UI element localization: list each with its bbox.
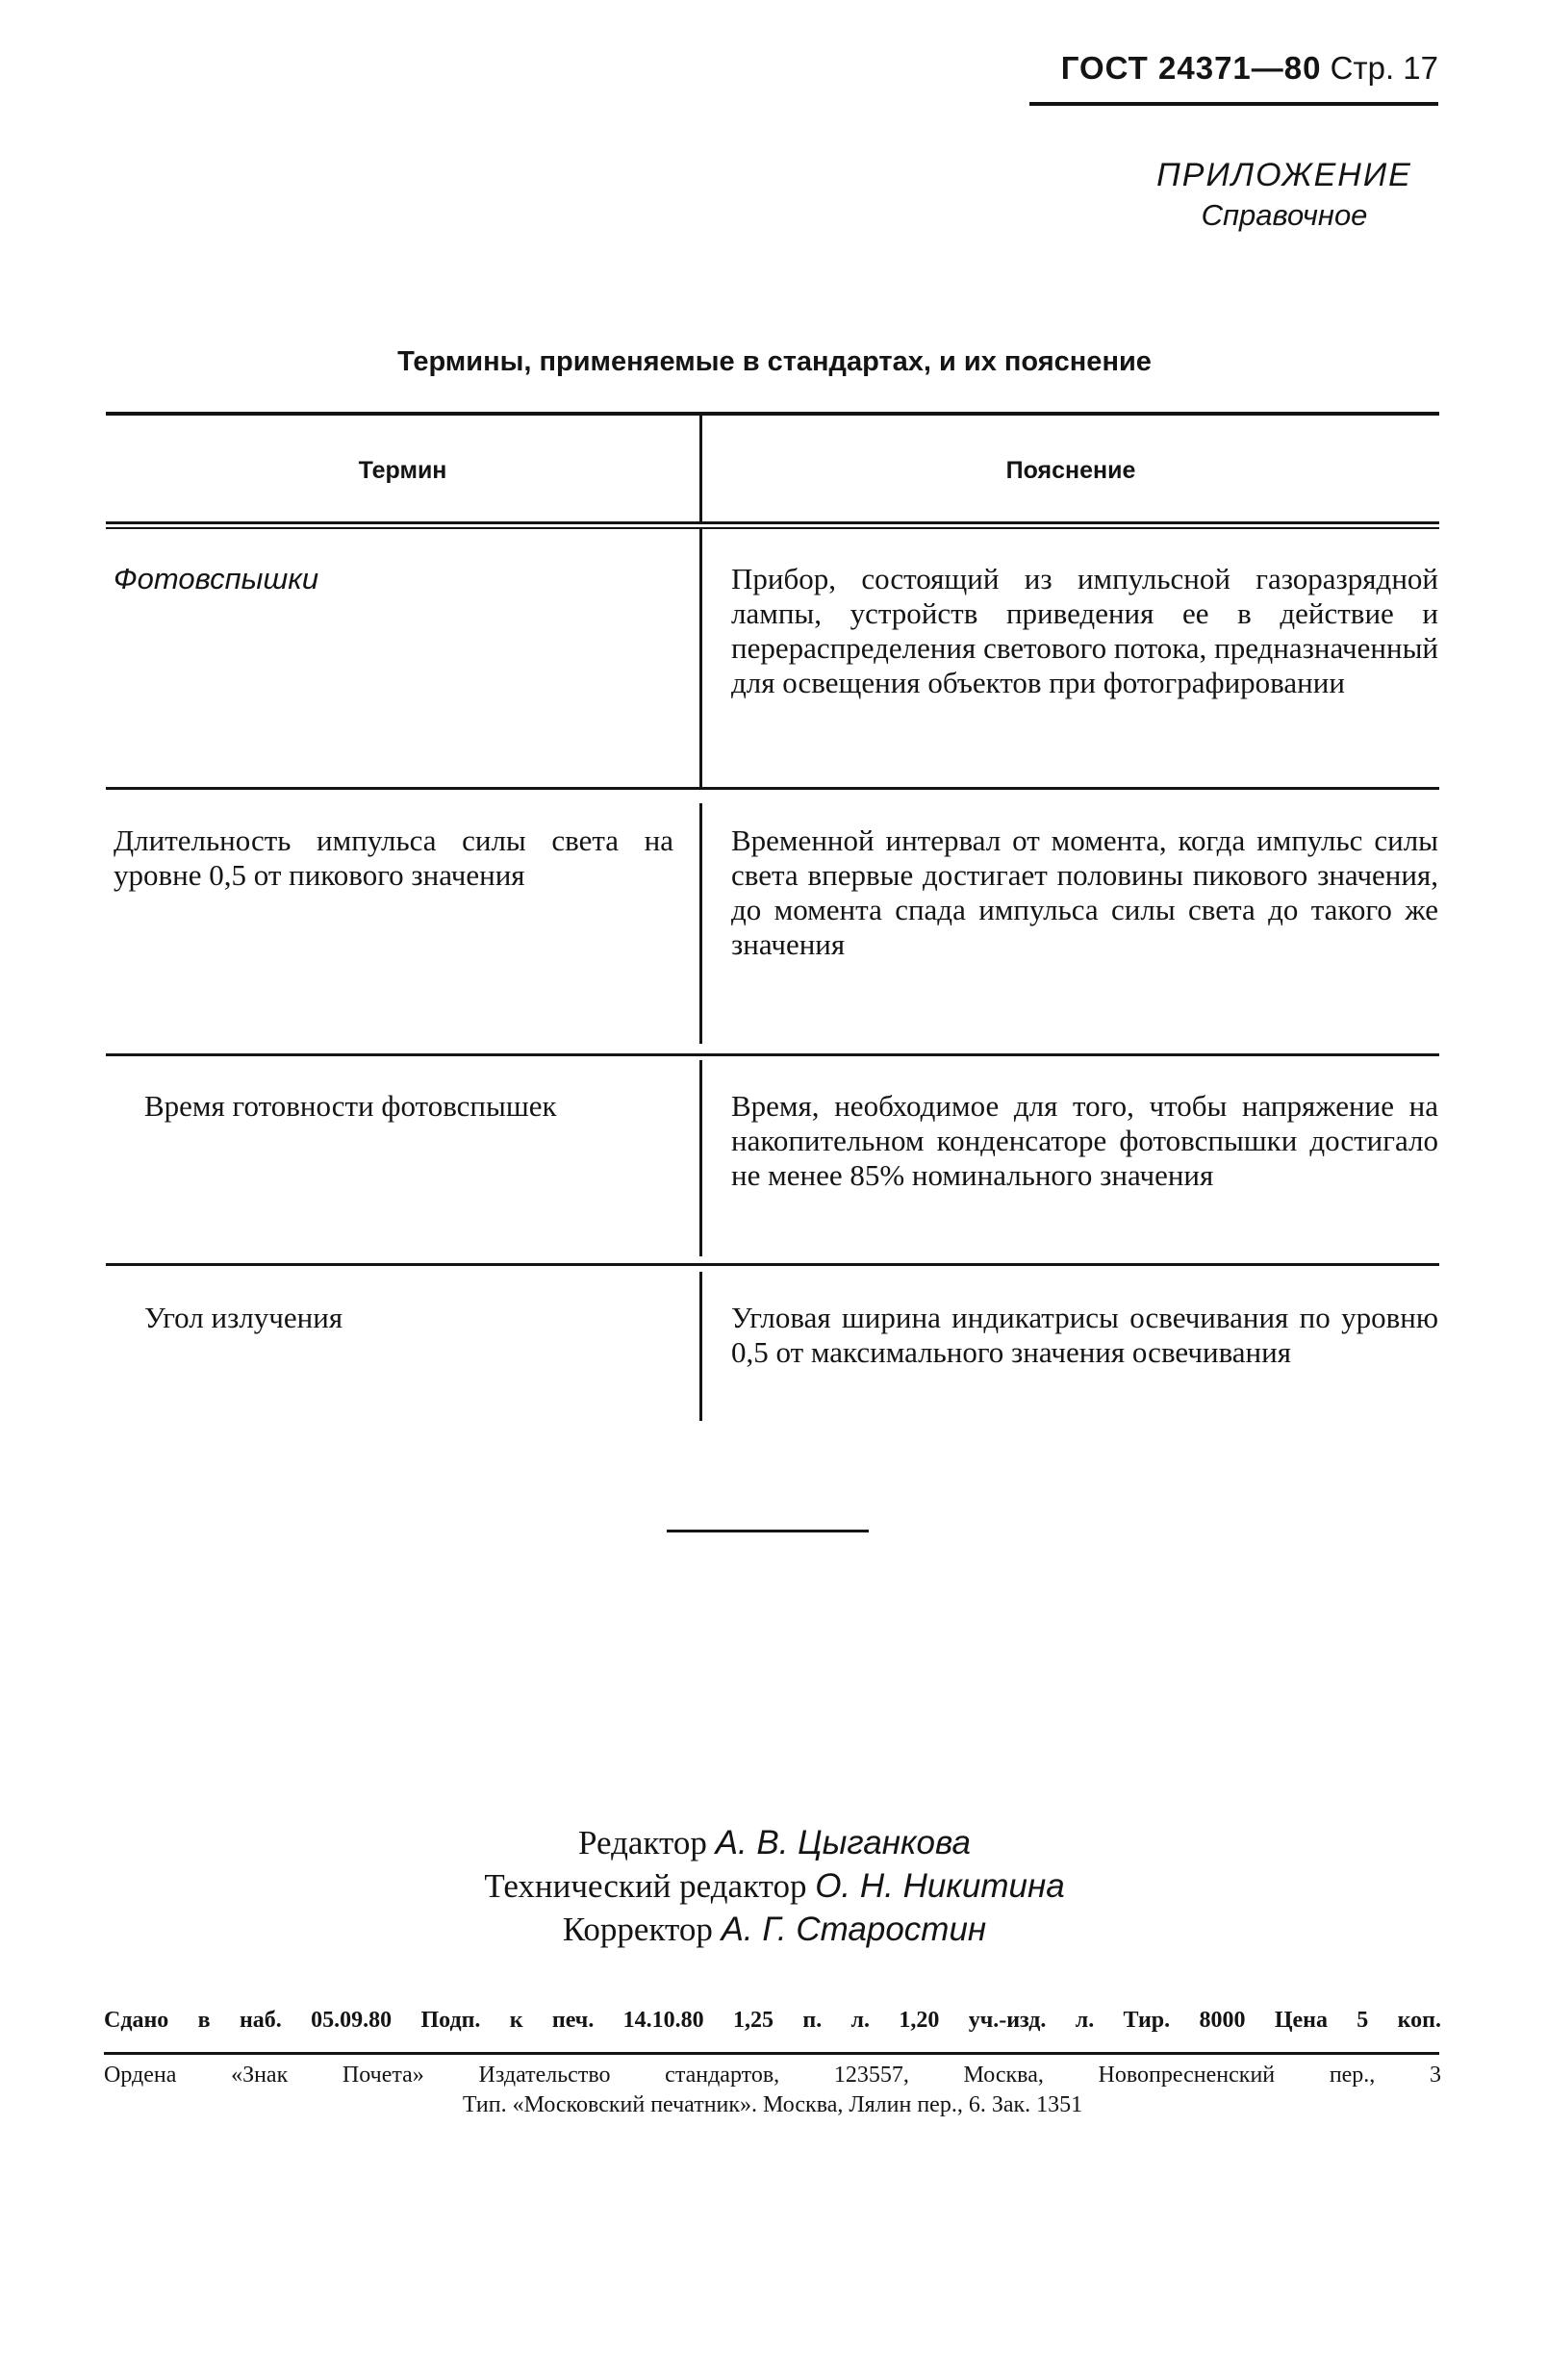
printer-line: Тип. «Московский печатник». Москва, Лялин пер., 6. Зак. 1351	[462, 2092, 1083, 2117]
column-divider	[699, 803, 702, 1044]
credit-editor	[289, 1821, 1260, 1864]
row-divider-1	[106, 787, 1439, 790]
credit-label: Технический редактор	[484, 1867, 807, 1905]
credit-label: Корректор	[562, 1911, 713, 1948]
section-separator	[667, 1530, 869, 1532]
table-row-explanation: Временной интервал от момента, когда импульс силы света впервые достигает половины пикового значения, до момента спада импульса силы света до такого же значения	[731, 823, 1438, 961]
standard-number: ГОСТ 24371—80	[1060, 50, 1322, 86]
column-divider	[699, 529, 702, 787]
header-bottom-rule	[106, 521, 1439, 524]
table-row-term: Угол излучения	[144, 1301, 343, 1334]
appendix-label	[1126, 154, 1443, 235]
credit-name: А. В. Цыганкова	[715, 1824, 971, 1861]
table-row-explanation: Угловая ширина индикатрисы освечивания по уровню 0,5 от максимального значения освечивания	[731, 1301, 1438, 1369]
imprint-rule	[104, 2052, 1439, 2055]
header-bottom-rule-double	[106, 527, 1439, 529]
table-row-term: Время готовности фотовспышек	[144, 1089, 557, 1123]
table-row-explanation: Прибор, состоящий из импульсной газоразрядной лампы, устройств приведения ее в действие и перераспределения светового потока, предназначенный для освещения объектов при фотографировании	[731, 562, 1438, 699]
appendix-subtitle: Справочное	[1201, 198, 1368, 232]
table-row-term: Длительность импульса силы света на уровне 0,5 от пикового значения	[114, 823, 673, 892]
header-rule	[1029, 102, 1438, 106]
credit-corrector	[289, 1908, 1260, 1951]
table-title: Термины, применяемые в стандартах, и их пояснение	[397, 346, 1152, 377]
table-row-explanation: Время, необходимое для того, чтобы напряжение на накопительном конденсаторе фотовспышки достигало не менее 85% номинального значения	[731, 1089, 1438, 1192]
table-row-term: Фотовспышки	[114, 562, 319, 595]
column-header-explanation: Пояснение	[1005, 457, 1136, 484]
page-number: Стр. 17	[1330, 50, 1438, 86]
credit-label: Редактор	[578, 1824, 707, 1861]
publisher-line: Ордена «Знак Почета» Издательство стандартов, 123557, Москва, Новопресненский пер., 3	[104, 2063, 1441, 2088]
credit-name: О. Н. Никитина	[815, 1867, 1065, 1905]
credits	[289, 1821, 1260, 1951]
row-divider-3	[106, 1263, 1439, 1266]
column-header-term: Термин	[358, 457, 447, 484]
table-top-rule	[106, 412, 1439, 416]
imprint-print-data: Сдано в наб. 05.09.80 Подп. к печ. 14.10.80 1,25 п. л. 1,20 уч.-изд. л. Тир. 8000 Цена 5 коп.	[104, 2008, 1441, 2033]
row-divider-2	[106, 1053, 1439, 1056]
credit-name: А. Г. Старостин	[721, 1911, 987, 1948]
column-divider	[699, 1272, 702, 1421]
appendix-title: ПРИЛОЖЕНИЕ	[1156, 157, 1412, 193]
credit-tech-editor	[289, 1864, 1260, 1908]
page-header	[1020, 50, 1438, 108]
